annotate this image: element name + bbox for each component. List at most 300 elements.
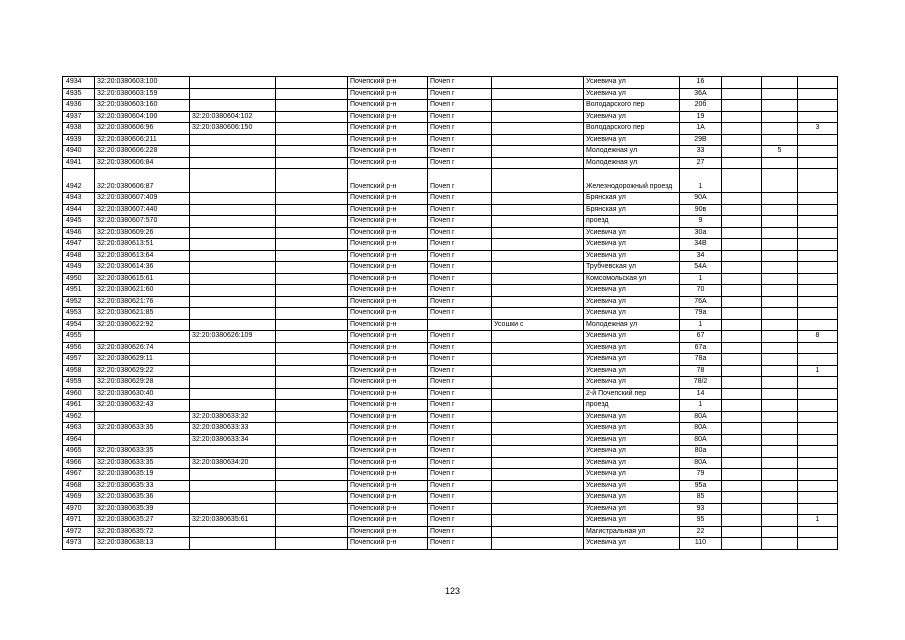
village-cell (492, 331, 584, 343)
related-cadastral-number-cell (190, 100, 276, 112)
extra-column-3-cell (798, 457, 838, 469)
empty-cell (276, 100, 348, 112)
house-number-cell: 67 (680, 331, 722, 343)
extra-column-2-cell (762, 515, 798, 527)
extra-column-2-cell (762, 227, 798, 239)
related-cadastral-number-cell (190, 388, 276, 400)
extra-column-2-cell (762, 457, 798, 469)
cadastral-number-cell: 32:20:0380615:61 (95, 273, 190, 285)
city-cell: Почеп г (428, 273, 492, 285)
city-cell: Почеп г (428, 377, 492, 389)
row-number-cell: 4953 (63, 308, 95, 320)
city-cell: Почеп г (428, 308, 492, 320)
empty-cell (276, 227, 348, 239)
cadastral-number-cell: 32:20:0380607:440 (95, 204, 190, 216)
extra-column-2-cell (762, 331, 798, 343)
house-number-cell: 79а (680, 308, 722, 320)
village-cell (492, 446, 584, 458)
row-number-cell: 4939 (63, 134, 95, 146)
cadastral-number-cell: 32:20:0380613:51 (95, 239, 190, 251)
row-number-cell: 4951 (63, 285, 95, 297)
village-cell (492, 526, 584, 538)
street-cell: Брянская ул (584, 193, 680, 205)
extra-column-1-cell (722, 492, 762, 504)
house-number-cell: 80А (680, 423, 722, 435)
extra-column-2-cell (762, 262, 798, 274)
extra-column-1-cell (722, 354, 762, 366)
empty-cell (276, 169, 348, 193)
row-number-cell: 4966 (63, 457, 95, 469)
extra-column-3-cell (798, 193, 838, 205)
house-number-cell: 78а (680, 354, 722, 366)
row-number-cell: 4965 (63, 446, 95, 458)
village-cell (492, 423, 584, 435)
street-cell: Молодежная ул (584, 157, 680, 169)
empty-cell (276, 216, 348, 228)
street-cell: Усиевича ул (584, 134, 680, 146)
table-row (63, 111, 838, 123)
related-cadastral-number-cell (190, 77, 276, 89)
extra-column-3-cell (798, 354, 838, 366)
extra-column-3-cell (798, 273, 838, 285)
table-body (63, 77, 838, 550)
street-cell: Усиевича ул (584, 308, 680, 320)
table-row (63, 296, 838, 308)
city-cell: Почеп г (428, 342, 492, 354)
village-cell (492, 388, 584, 400)
extra-column-1-cell (722, 273, 762, 285)
district-cell: Почепский р-н (348, 446, 428, 458)
street-cell: Усиевича ул (584, 457, 680, 469)
empty-cell (276, 503, 348, 515)
street-cell: Брянская ул (584, 204, 680, 216)
village-cell (492, 400, 584, 412)
empty-cell (276, 239, 348, 251)
row-number-cell: 4948 (63, 250, 95, 262)
district-cell: Почепский р-н (348, 134, 428, 146)
extra-column-2-cell (762, 526, 798, 538)
empty-cell (276, 157, 348, 169)
district-cell: Почепский р-н (348, 169, 428, 193)
empty-cell (276, 400, 348, 412)
village-cell (492, 469, 584, 481)
table-row (63, 342, 838, 354)
extra-column-2-cell (762, 193, 798, 205)
district-cell: Почепский р-н (348, 88, 428, 100)
street-cell: Трубчевская ул (584, 262, 680, 274)
extra-column-1-cell (722, 239, 762, 251)
extra-column-1-cell (722, 342, 762, 354)
empty-cell (276, 134, 348, 146)
empty-cell (276, 526, 348, 538)
empty-cell (276, 331, 348, 343)
extra-column-3-cell (798, 285, 838, 297)
empty-cell (276, 434, 348, 446)
extra-column-1-cell (722, 377, 762, 389)
city-cell: Почеп г (428, 262, 492, 274)
empty-cell (276, 285, 348, 297)
street-cell: Усиевича ул (584, 446, 680, 458)
table-row (63, 354, 838, 366)
extra-column-3-cell (798, 308, 838, 320)
row-number-cell: 4942 (63, 169, 95, 193)
row-number-cell: 4960 (63, 388, 95, 400)
extra-column-1-cell (722, 204, 762, 216)
empty-cell (276, 388, 348, 400)
house-number-cell: 67а (680, 342, 722, 354)
city-cell: Почеп г (428, 169, 492, 193)
row-number-cell: 4967 (63, 469, 95, 481)
extra-column-2-cell (762, 342, 798, 354)
extra-column-1-cell (722, 400, 762, 412)
extra-column-1-cell (722, 134, 762, 146)
empty-cell (276, 411, 348, 423)
village-cell (492, 111, 584, 123)
house-number-cell: 19 (680, 111, 722, 123)
village-cell (492, 204, 584, 216)
street-cell: Усиевича ул (584, 331, 680, 343)
district-cell: Почепский р-н (348, 111, 428, 123)
street-cell: Володарского пер (584, 123, 680, 135)
extra-column-1-cell (722, 515, 762, 527)
district-cell: Почепский р-н (348, 204, 428, 216)
extra-column-2-cell (762, 250, 798, 262)
extra-column-1-cell (722, 446, 762, 458)
extra-column-1-cell (722, 365, 762, 377)
extra-column-2-cell (762, 411, 798, 423)
table-row (63, 446, 838, 458)
house-number-cell: 1 (680, 400, 722, 412)
street-cell: проезд (584, 216, 680, 228)
street-cell: Усиевича ул (584, 503, 680, 515)
table-row (63, 216, 838, 228)
cadastral-number-cell: 32:20:0380629:22 (95, 365, 190, 377)
city-cell: Почеп г (428, 492, 492, 504)
related-cadastral-number-cell (190, 204, 276, 216)
extra-column-2-cell (762, 400, 798, 412)
related-cadastral-number-cell (190, 250, 276, 262)
district-cell: Почепский р-н (348, 100, 428, 112)
table-row (63, 365, 838, 377)
related-cadastral-number-cell: 32:20:0380635:61 (190, 515, 276, 527)
table-row (63, 515, 838, 527)
house-number-cell: 79 (680, 469, 722, 481)
cadastral-number-cell: 32:20:0380606:87 (95, 169, 190, 193)
extra-column-3-cell (798, 157, 838, 169)
city-cell: Почеп г (428, 204, 492, 216)
table-row (63, 331, 838, 343)
village-cell (492, 457, 584, 469)
district-cell: Почепский р-н (348, 492, 428, 504)
city-cell: Почеп г (428, 296, 492, 308)
village-cell (492, 193, 584, 205)
row-number-cell: 4940 (63, 146, 95, 158)
row-number-cell: 4943 (63, 193, 95, 205)
village-cell (492, 538, 584, 550)
district-cell: Почепский р-н (348, 388, 428, 400)
street-cell: Усиевича ул (584, 377, 680, 389)
street-cell: Молодежная ул (584, 319, 680, 331)
village-cell (492, 134, 584, 146)
extra-column-3-cell: 1 (798, 365, 838, 377)
related-cadastral-number-cell (190, 239, 276, 251)
cadastral-number-cell: 32:20:0380614:36 (95, 262, 190, 274)
extra-column-3-cell (798, 434, 838, 446)
district-cell: Почепский р-н (348, 400, 428, 412)
house-number-cell: 30а (680, 227, 722, 239)
row-number-cell: 4973 (63, 538, 95, 550)
village-cell (492, 100, 584, 112)
extra-column-2-cell (762, 503, 798, 515)
street-cell: Усиевича ул (584, 469, 680, 481)
empty-cell (276, 342, 348, 354)
street-cell: Володарского пер (584, 100, 680, 112)
street-cell: проезд (584, 400, 680, 412)
extra-column-2-cell (762, 538, 798, 550)
row-number-cell: 4949 (63, 262, 95, 274)
cadastral-number-cell: 32:20:0380607:570 (95, 216, 190, 228)
extra-column-2-cell (762, 388, 798, 400)
empty-cell (276, 77, 348, 89)
extra-column-2-cell (762, 216, 798, 228)
village-cell (492, 342, 584, 354)
extra-column-1-cell (722, 227, 762, 239)
extra-column-2-cell (762, 434, 798, 446)
row-number-cell: 4938 (63, 123, 95, 135)
district-cell: Почепский р-н (348, 354, 428, 366)
related-cadastral-number-cell (190, 88, 276, 100)
related-cadastral-number-cell: 32:20:0380634:20 (190, 457, 276, 469)
cadastral-number-cell: 32:20:0380629:28 (95, 377, 190, 389)
extra-column-1-cell (722, 193, 762, 205)
extra-column-1-cell (722, 526, 762, 538)
extra-column-1-cell (722, 285, 762, 297)
extra-column-3-cell (798, 469, 838, 481)
extra-column-2-cell (762, 285, 798, 297)
related-cadastral-number-cell (190, 134, 276, 146)
village-cell (492, 296, 584, 308)
row-number-cell: 4961 (63, 400, 95, 412)
table-row (63, 157, 838, 169)
street-cell: Усиевича ул (584, 111, 680, 123)
extra-column-2-cell (762, 469, 798, 481)
table-row (63, 308, 838, 320)
table-row (63, 457, 838, 469)
village-cell (492, 146, 584, 158)
city-cell: Почеп г (428, 538, 492, 550)
district-cell: Почепский р-н (348, 262, 428, 274)
empty-cell (276, 538, 348, 550)
extra-column-2-cell (762, 157, 798, 169)
extra-column-1-cell (722, 157, 762, 169)
house-number-cell: 9 (680, 216, 722, 228)
empty-cell (276, 457, 348, 469)
street-cell: Молодежная ул (584, 146, 680, 158)
extra-column-3-cell (798, 239, 838, 251)
table-row (63, 377, 838, 389)
empty-cell (276, 88, 348, 100)
extra-column-1-cell (722, 308, 762, 320)
extra-column-2-cell (762, 319, 798, 331)
related-cadastral-number-cell (190, 492, 276, 504)
row-number-cell: 4956 (63, 342, 95, 354)
extra-column-3-cell (798, 296, 838, 308)
row-number-cell: 4947 (63, 239, 95, 251)
street-cell: Усиевича ул (584, 250, 680, 262)
village-cell (492, 308, 584, 320)
village-cell (492, 77, 584, 89)
house-number-cell: 78/2 (680, 377, 722, 389)
related-cadastral-number-cell (190, 469, 276, 481)
street-cell: Усиевича ул (584, 342, 680, 354)
extra-column-3-cell (798, 503, 838, 515)
cadastral-number-cell: 32:20:0380635:27 (95, 515, 190, 527)
extra-column-3-cell (798, 77, 838, 89)
extra-column-2-cell (762, 446, 798, 458)
data-table (62, 76, 838, 550)
table-row (63, 88, 838, 100)
cadastral-number-cell: 32:20:0380633:35 (95, 457, 190, 469)
row-number-cell: 4968 (63, 480, 95, 492)
street-cell: Усиевича ул (584, 515, 680, 527)
street-cell: Усиевича ул (584, 480, 680, 492)
house-number-cell: 76А (680, 296, 722, 308)
city-cell: Почеп г (428, 157, 492, 169)
extra-column-1-cell (722, 100, 762, 112)
city-cell: Почеп г (428, 227, 492, 239)
street-cell: 2-й Почепский пер (584, 388, 680, 400)
extra-column-3-cell (798, 250, 838, 262)
related-cadastral-number-cell (190, 503, 276, 515)
extra-column-1-cell (722, 146, 762, 158)
cadastral-number-cell: 32:20:0380635:39 (95, 503, 190, 515)
empty-cell (276, 423, 348, 435)
city-cell: Почеп г (428, 434, 492, 446)
empty-cell (276, 319, 348, 331)
village-cell: Усошки с (492, 319, 584, 331)
cadastral-number-cell (95, 411, 190, 423)
district-cell: Почепский р-н (348, 123, 428, 135)
row-number-cell: 4957 (63, 354, 95, 366)
city-cell: Почеп г (428, 88, 492, 100)
extra-column-2-cell (762, 296, 798, 308)
cadastral-number-cell: 32:20:0380607:409 (95, 193, 190, 205)
extra-column-3-cell (798, 480, 838, 492)
extra-column-3-cell (798, 100, 838, 112)
table-row (63, 100, 838, 112)
extra-column-2-cell (762, 354, 798, 366)
house-number-cell: 1 (680, 273, 722, 285)
related-cadastral-number-cell: 32:20:0380633:32 (190, 411, 276, 423)
empty-cell (276, 377, 348, 389)
street-cell: Усиевича ул (584, 227, 680, 239)
row-number-cell: 4950 (63, 273, 95, 285)
extra-column-3-cell (798, 88, 838, 100)
extra-column-3-cell (798, 446, 838, 458)
house-number-cell: 80А (680, 434, 722, 446)
city-cell: Почеп г (428, 216, 492, 228)
village-cell (492, 123, 584, 135)
row-number-cell: 4952 (63, 296, 95, 308)
table-row (63, 480, 838, 492)
row-number-cell: 4935 (63, 88, 95, 100)
extra-column-2-cell (762, 365, 798, 377)
related-cadastral-number-cell: 32:20:0380604:102 (190, 111, 276, 123)
empty-cell (276, 308, 348, 320)
house-number-cell: 78 (680, 365, 722, 377)
empty-cell (276, 273, 348, 285)
house-number-cell: 1А (680, 123, 722, 135)
page-number: 123 (444, 586, 461, 596)
cadastral-number-cell: 32:20:0380629:11 (95, 354, 190, 366)
street-cell: Комсомольская ул (584, 273, 680, 285)
street-cell: Усиевича ул (584, 77, 680, 89)
extra-column-3-cell (798, 262, 838, 274)
district-cell: Почепский р-н (348, 365, 428, 377)
city-cell: Почеп г (428, 77, 492, 89)
extra-column-2-cell (762, 134, 798, 146)
cadastral-number-cell: 32:20:0380603:100 (95, 77, 190, 89)
district-cell: Почепский р-н (348, 526, 428, 538)
cadastral-number-cell: 32:20:0380606:84 (95, 157, 190, 169)
city-cell: Почеп г (428, 193, 492, 205)
village-cell (492, 365, 584, 377)
row-number-cell: 4971 (63, 515, 95, 527)
related-cadastral-number-cell (190, 157, 276, 169)
cadastral-number-cell: 32:20:0380635:19 (95, 469, 190, 481)
extra-column-3-cell (798, 411, 838, 423)
extra-column-2-cell (762, 423, 798, 435)
cadastral-number-cell: 32:20:0380613:64 (95, 250, 190, 262)
city-cell: Почеп г (428, 123, 492, 135)
extra-column-3-cell (798, 319, 838, 331)
house-number-cell: 1 (680, 169, 722, 193)
district-cell: Почепский р-н (348, 308, 428, 320)
empty-cell (276, 469, 348, 481)
cadastral-number-cell: 32:20:0380626:74 (95, 342, 190, 354)
street-cell: Усиевича ул (584, 365, 680, 377)
extra-column-2-cell (762, 100, 798, 112)
house-number-cell: 93 (680, 503, 722, 515)
related-cadastral-number-cell: 32:20:0380633:34 (190, 434, 276, 446)
extra-column-1-cell (722, 296, 762, 308)
house-number-cell: 29В (680, 134, 722, 146)
row-number-cell: 4944 (63, 204, 95, 216)
related-cadastral-number-cell: 32:20:0380633:33 (190, 423, 276, 435)
house-number-cell: 90А (680, 193, 722, 205)
related-cadastral-number-cell (190, 446, 276, 458)
extra-column-1-cell (722, 216, 762, 228)
village-cell (492, 157, 584, 169)
related-cadastral-number-cell (190, 262, 276, 274)
village-cell (492, 285, 584, 297)
row-number-cell: 4945 (63, 216, 95, 228)
house-number-cell: 27 (680, 157, 722, 169)
cadastral-number-cell (95, 331, 190, 343)
table-row (63, 469, 838, 481)
row-number-cell: 4946 (63, 227, 95, 239)
extra-column-3-cell (798, 216, 838, 228)
cadastral-number-cell: 32:20:0380633:35 (95, 446, 190, 458)
extra-column-2-cell: 5 (762, 146, 798, 158)
district-cell: Почепский р-н (348, 331, 428, 343)
street-cell: Усиевича ул (584, 285, 680, 297)
cadastral-number-cell: 32:20:0380633:35 (95, 423, 190, 435)
city-cell: Почеп г (428, 354, 492, 366)
district-cell: Почепский р-н (348, 503, 428, 515)
street-cell: Усиевича ул (584, 88, 680, 100)
table-row (63, 193, 838, 205)
